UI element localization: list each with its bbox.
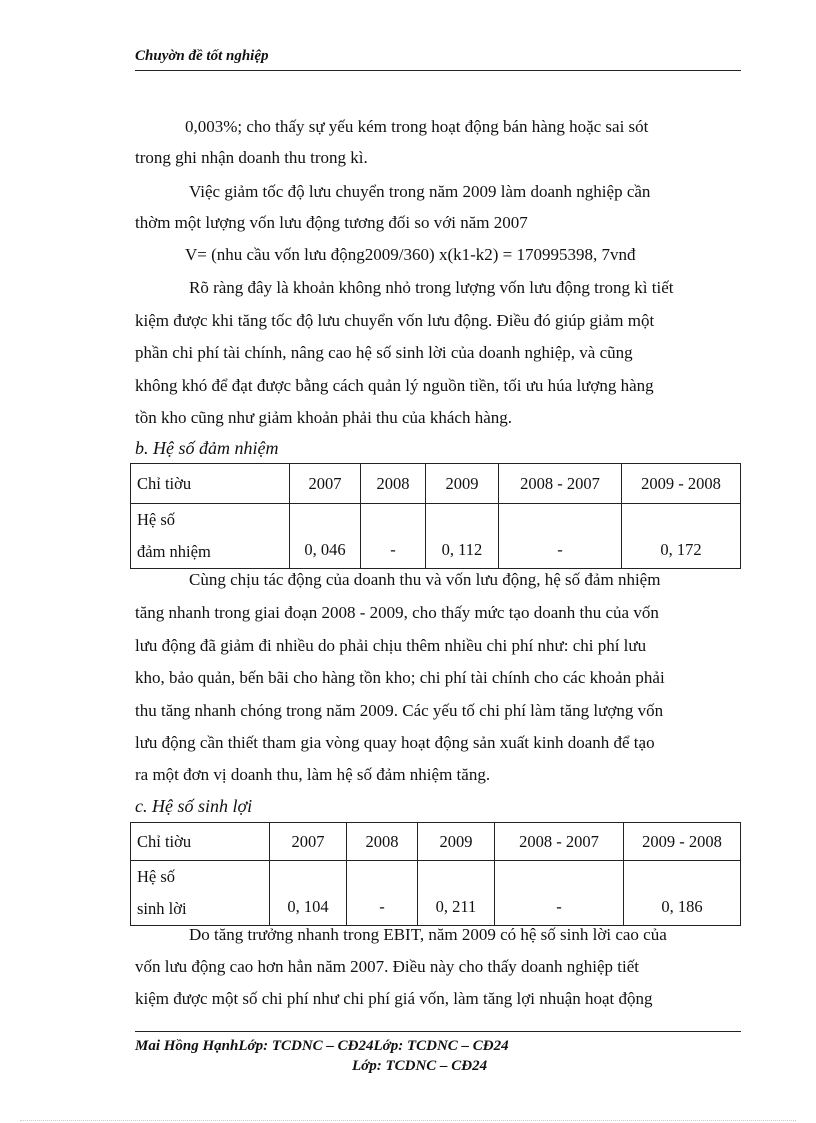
row-label-line: đảm nhiệm xyxy=(137,542,211,561)
footer-line-1: Mai Hồng HạnhLớp: TCDNC – CĐ24Lớp: TCDNC – CĐ24 xyxy=(135,1038,509,1054)
table-header-row xyxy=(131,464,741,504)
body-line: vốn lưu động cao hơn hẳn năm 2007. Điều này cho thấy doanh nghiệp tiết xyxy=(135,957,640,976)
table-cell: 0, 046 xyxy=(290,504,361,569)
footer-divider xyxy=(135,1031,741,1032)
table-header-cell: 2008 xyxy=(347,823,418,861)
table-cell: 0, 172 xyxy=(622,504,741,569)
body-line: kiệm được một số chi phí như chi phí giá vốn, làm tăng lợi nhuận hoạt động xyxy=(135,989,653,1008)
table-cell: 0, 186 xyxy=(624,861,741,926)
table-cell: 0, 211 xyxy=(418,861,495,926)
table-header-cell: 2008 - 2007 xyxy=(495,823,624,861)
table-dam-nhiem xyxy=(130,463,741,569)
table-header-cell: 2009 xyxy=(426,464,499,504)
row-label-line: Hệ số xyxy=(137,510,176,529)
section-heading-b: b. Hệ số đảm nhiệm xyxy=(135,438,279,458)
body-line: tăng nhanh trong giai đoạn 2008 - 2009, cho thấy mức tạo doanh thu của vốn xyxy=(135,603,659,622)
table-header-cell: 2008 xyxy=(361,464,426,504)
header-divider xyxy=(135,70,741,71)
table-row xyxy=(131,504,741,569)
body-line: lưu động cần thiết tham gia vòng quay hoạt động sản xuất kinh doanh để tạo xyxy=(135,733,655,752)
table-cell: - xyxy=(347,861,418,926)
table-header-cell: 2007 xyxy=(270,823,347,861)
table-row xyxy=(131,861,741,926)
body-line: thờm một lượng vốn lưu động tương đối so với năm 2007 xyxy=(135,213,528,232)
body-line: kiệm được khi tăng tốc độ lưu chuyển vốn lưu động. Điều đó giúp giảm một xyxy=(135,311,655,330)
body-line: Rõ ràng đây là khoản không nhỏ trong lượng vốn lưu động trong kì tiết xyxy=(189,278,674,297)
table-header-cell: Chỉ tiờu xyxy=(131,823,270,861)
table-cell: 0, 104 xyxy=(270,861,347,926)
table-cell: 0, 112 xyxy=(426,504,499,569)
body-line: Do tăng trưởng nhanh trong EBIT, năm 2009 có hệ số sinh lời cao của xyxy=(189,925,667,944)
body-line: 0,003%; cho thấy sự yếu kém trong hoạt động bán hàng hoặc sai sót xyxy=(185,117,649,136)
table-header-cell: Chỉ tiờu xyxy=(131,464,290,504)
row-label xyxy=(131,861,270,926)
footer-line-2: Lớp: TCDNC – CĐ24 xyxy=(352,1058,488,1074)
table-header-cell: 2009 - 2008 xyxy=(622,464,741,504)
row-label xyxy=(131,504,290,569)
page-header-title: Chuyờn đề tốt nghiệp xyxy=(135,48,269,64)
body-line: trong ghi nhận doanh thu trong kì. xyxy=(135,148,368,167)
table-cell: - xyxy=(499,504,622,569)
body-line: lưu động đã giảm đi nhiều do phải chịu thêm nhiều chi phí như: chi phí lưu xyxy=(135,636,647,655)
body-line: phần chi phí tài chính, nâng cao hệ số sinh lời của doanh nghiệp, và cũng xyxy=(135,343,633,362)
formula-line: V= (nhu cầu vốn lưu động2009/360) x(k1-k2) = 170995398, 7vnđ xyxy=(185,245,636,264)
table-sinh-loi xyxy=(130,822,741,926)
table-header-cell: 2009 - 2008 xyxy=(624,823,741,861)
body-line: thu tăng nhanh chóng trong năm 2009. Các yếu tố chi phí làm tăng lượng vốn xyxy=(135,701,664,720)
body-line: ra một đơn vị doanh thu, làm hệ số đảm nhiệm tăng. xyxy=(135,765,491,784)
table-header-row xyxy=(131,823,741,861)
body-line: Việc giảm tốc độ lưu chuyển trong năm 2009 làm doanh nghiệp cần xyxy=(189,182,651,201)
row-label-line: Hệ số xyxy=(137,867,176,886)
body-line: không khó để đạt được bằng cách quản lý nguồn tiền, tối ưu húa lượng hàng xyxy=(135,376,654,395)
body-line: Cùng chịu tác động của doanh thu và vốn lưu động, hệ số đảm nhiệm xyxy=(189,570,661,589)
table-header-cell: 2008 - 2007 xyxy=(499,464,622,504)
table-header-cell: 2009 xyxy=(418,823,495,861)
body-line: tồn kho cũng như giảm khoản phải thu của khách hàng. xyxy=(135,408,512,427)
table-cell: - xyxy=(361,504,426,569)
section-heading-c: c. Hệ số sinh lợi xyxy=(135,796,253,816)
table-cell: - xyxy=(495,861,624,926)
row-label-line: sinh lời xyxy=(137,899,187,918)
body-line: kho, bảo quản, bến bãi cho hàng tồn kho; chi phí tài chính cho các khoản phải xyxy=(135,668,665,687)
table-header-cell: 2007 xyxy=(290,464,361,504)
page-edge-dots xyxy=(20,1120,796,1121)
